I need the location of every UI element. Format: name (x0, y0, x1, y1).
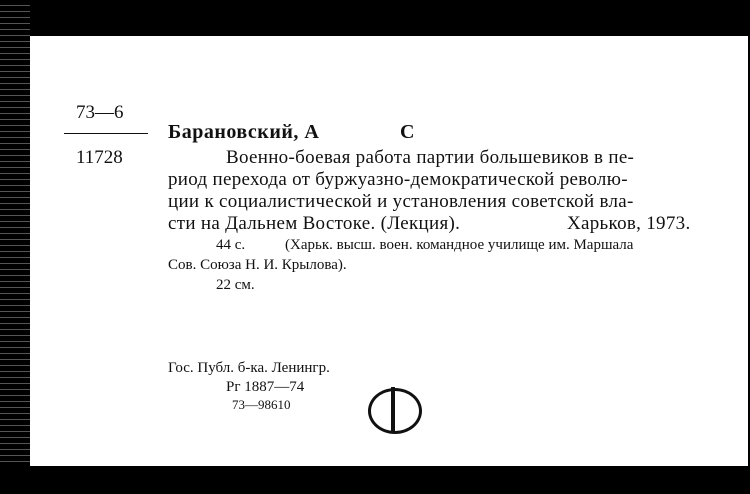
order-number: 73—98610 (232, 397, 291, 412)
series-line-1: (Харьк. высш. воен. командное училище им. Маршала (285, 237, 634, 253)
size: 22 см. (216, 277, 255, 293)
title-line-2: риод перехода от буржуазно-демократической револю- (168, 169, 628, 190)
title-line-1: Военно-боевая работа партии большевиков в пе- (226, 147, 635, 168)
call-number-top: 73—6 (76, 102, 124, 123)
author-letter: С (400, 121, 415, 143)
call-number-bottom: 11728 (76, 147, 123, 168)
scan-border-bottom (0, 466, 750, 494)
record-number: Рг 1887—74 (226, 379, 305, 395)
call-number-divider (64, 133, 148, 134)
stamp-mark (368, 388, 422, 434)
title-line-4: сти на Дальнем Востоке. (Лекция). (168, 213, 461, 234)
series-line-2: Сов. Союза Н. И. Крылова). (168, 257, 347, 273)
library: Гос. Публ. б-ка. Ленингр. (168, 360, 330, 376)
author: Барановский, А (168, 121, 320, 143)
imprint: Харьков, 1973. (567, 213, 691, 234)
scan-border-left (0, 0, 30, 494)
pages: 44 с. (216, 237, 246, 253)
title-line-3: ции к социалистической и установления советской вла- (168, 191, 634, 212)
scan-border-top (30, 0, 750, 36)
